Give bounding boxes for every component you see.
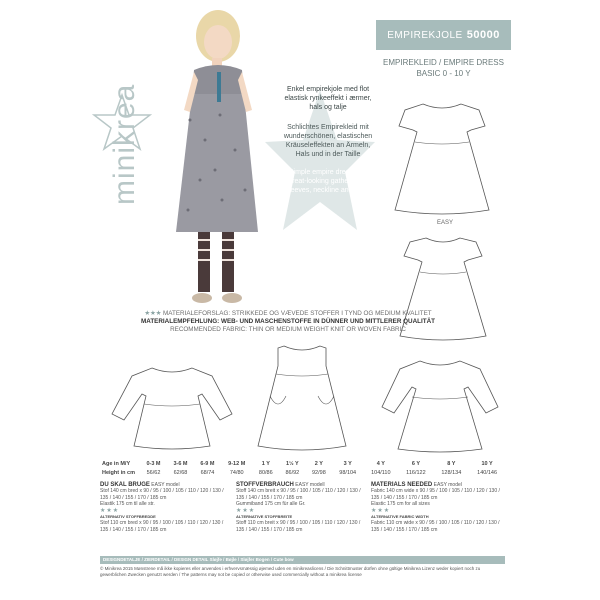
fabric-recommendation-en: RECOMMENDED FABRIC: THIN OR MEDIUM WEIGHT KNIT OR WOVEN FABRIC	[170, 326, 406, 333]
size-row-height	[100, 468, 505, 477]
height-cell: 128/134	[441, 469, 462, 476]
tunic-sketch-long-sleeve	[108, 362, 236, 452]
materials-en-alt: Fabric 110 cm wide x 90 / 95 / 100 / 105 / 110 / 120 / 130 / 135 / 140 / 155 / 170 / 185 cm	[371, 520, 500, 533]
age-cell: 1½ Y	[285, 460, 299, 467]
dress-sketch-short-sleeve	[393, 98, 491, 216]
height-cell: 86/92	[285, 469, 300, 476]
size-table	[100, 459, 505, 477]
materials-da-stars: ★★★	[100, 507, 120, 514]
height-cell: 80/86	[258, 469, 273, 476]
materials-da	[100, 482, 232, 533]
materials-de-alt: Stoff 110 cm breit x 90 / 95 / 100 / 105 / 110 / 120 / 130 / 135 / 140 / 155 / 170 / 185 cm	[236, 520, 361, 533]
design-detail-bar: DESIGNDETALJE / ZIERDETAIL / DESIGN DETAIL Sløjfe / Bøjle / Sløjfer Bogen / Cute bow	[100, 556, 505, 564]
age-label: Age in M/Y	[102, 460, 131, 467]
materials-da-alt-title: ALTERNATIV STOFFBREDDE	[100, 514, 156, 520]
age-cell: 2 Y	[314, 460, 323, 467]
product-title-box	[376, 20, 511, 50]
product-number: 50000	[466, 29, 500, 41]
materials-de-elastic: Gummiband 175 cm für alle Gr.	[236, 501, 306, 508]
description-de: Schlichtes Empirekleid mit wunderschönen, elastischen Kräuseleffekten an Ärmeln, Hals und in der Taille	[283, 124, 373, 158]
materials-de-alt-title: ALTERNATIVE STOFFBREITE	[236, 514, 293, 520]
size-row-age	[100, 459, 505, 468]
height-cell: 68/74	[200, 469, 215, 476]
age-cell: 6-9 M	[200, 460, 215, 467]
age-cell: 1 Y	[261, 460, 270, 467]
dress-sketch-long-sleeve	[378, 355, 502, 455]
materials-en-fabric: Fabric 140 cm wide x 90 / 95 / 100 / 105 / 110 / 120 / 130 / 135 / 140 / 155 / 170 / 185 cm	[371, 488, 500, 501]
height-cell: 116/122	[406, 469, 426, 476]
height-cell: 62/68	[173, 469, 188, 476]
age-cell: 4 Y	[376, 460, 385, 467]
age-cell: 9-12 M	[228, 460, 246, 467]
age-cell: 3 Y	[343, 460, 352, 467]
materials-en-elastic: Elastic 175 cm for all sizes	[371, 501, 430, 508]
age-cell: 0-3 M	[146, 460, 161, 467]
product-subtitle-text: EMPIREKLEID / EMPIRE DRESS	[383, 58, 504, 67]
height-label: Height in cm	[102, 469, 136, 476]
materials-da-sub: EASY model	[151, 482, 180, 488]
height-cell: 56/62	[146, 469, 161, 476]
fabric-da-text: MATERIALEFORSLAG: STRIKKEDE OG VÆVEDE STOFFER I TYND OG MEDIUM KVALITET	[163, 310, 432, 317]
materials-en-title: MATERIALS NEEDED	[371, 482, 433, 488]
height-cell: 98/104	[339, 469, 357, 476]
height-cell: 92/98	[312, 469, 326, 476]
fabric-stars: ★★★	[144, 310, 162, 317]
description-da: Enkel empirekjole med flot elastisk rynkeeffekt i ærmer, hals og talje	[284, 86, 372, 111]
model-photo	[160, 0, 270, 320]
materials-de	[236, 482, 368, 533]
materials-en	[371, 482, 505, 533]
description-en: Simple empire dress with great-looking gathering at sleeves, neckline and waist	[285, 169, 371, 194]
fabric-recommendation-de: MATERIALEMPFEHLUNG: WEB- UND MASCHENSTOFFE IN DÜNNER UND MITTLERER QUALITÄT	[141, 318, 435, 325]
materials-de-title: STOFFVERBRAUCH	[236, 482, 294, 488]
height-cell: 74/80	[229, 469, 244, 476]
product-subtitle	[376, 57, 511, 79]
materials-da-elastic: Elastik 175 cm til alle str.	[100, 501, 155, 508]
fabric-recommendation-da	[98, 310, 478, 318]
age-cell: 8 Y	[447, 460, 456, 467]
materials-de-sub: EASY modell	[295, 482, 325, 488]
materials-en-stars: ★★★	[371, 507, 391, 514]
materials-da-title: DU SKAL BRUGE	[100, 482, 150, 488]
age-cell: 3-6 M	[173, 460, 188, 467]
copyright-text: © Minikrea 2015 Mønstrene må ikke kopieres eller anvendes i erhvervsmæssig øjemed uden en minikreaslicens / Die Schnittmuster dürfen ohne gültige Minikrea Lizenz weder kopiert noch zu gewerblichen Zwecken genutzt werden / The patterns may not be copied or otherwise used commercially without a minikrea license	[100, 566, 481, 577]
materials-de-fabric: Stoff 140 cm breit x 90 / 95 / 100 / 105 / 110 / 120 / 130 / 135 / 140 / 155 / 170 / 185 cm	[236, 488, 361, 501]
easy-label: EASY	[437, 220, 454, 226]
age-cell: 10 Y	[481, 460, 493, 467]
materials-da-alt: Stof 110 cm bred x 90 / 95 / 100 / 105 / 110 / 120 / 130 / 135 / 140 / 155 / 170 / 185 cm	[100, 520, 224, 533]
product-name: EMPIREKJOLE	[387, 29, 463, 41]
height-cell: 140/146	[477, 469, 498, 476]
materials-en-alt-title: ALTERNATIVE FABRIC WIDTH	[371, 514, 429, 520]
materials-en-sub: EASY model	[433, 482, 462, 488]
age-cell: 6 Y	[411, 460, 420, 467]
materials-da-fabric: Stof 140 cm bred x 90 / 95 / 100 / 105 / 110 / 120 / 130 / 135 / 140 / 155 / 170 / 185 cm	[100, 488, 224, 501]
height-cell: 104/110	[371, 469, 391, 476]
materials-de-stars: ★★★	[236, 507, 256, 514]
product-level: BASIC 0 - 10 Y	[416, 69, 471, 78]
dress-sketch-sleeveless	[256, 340, 348, 452]
brand-wordmark: minikrea	[108, 83, 141, 205]
